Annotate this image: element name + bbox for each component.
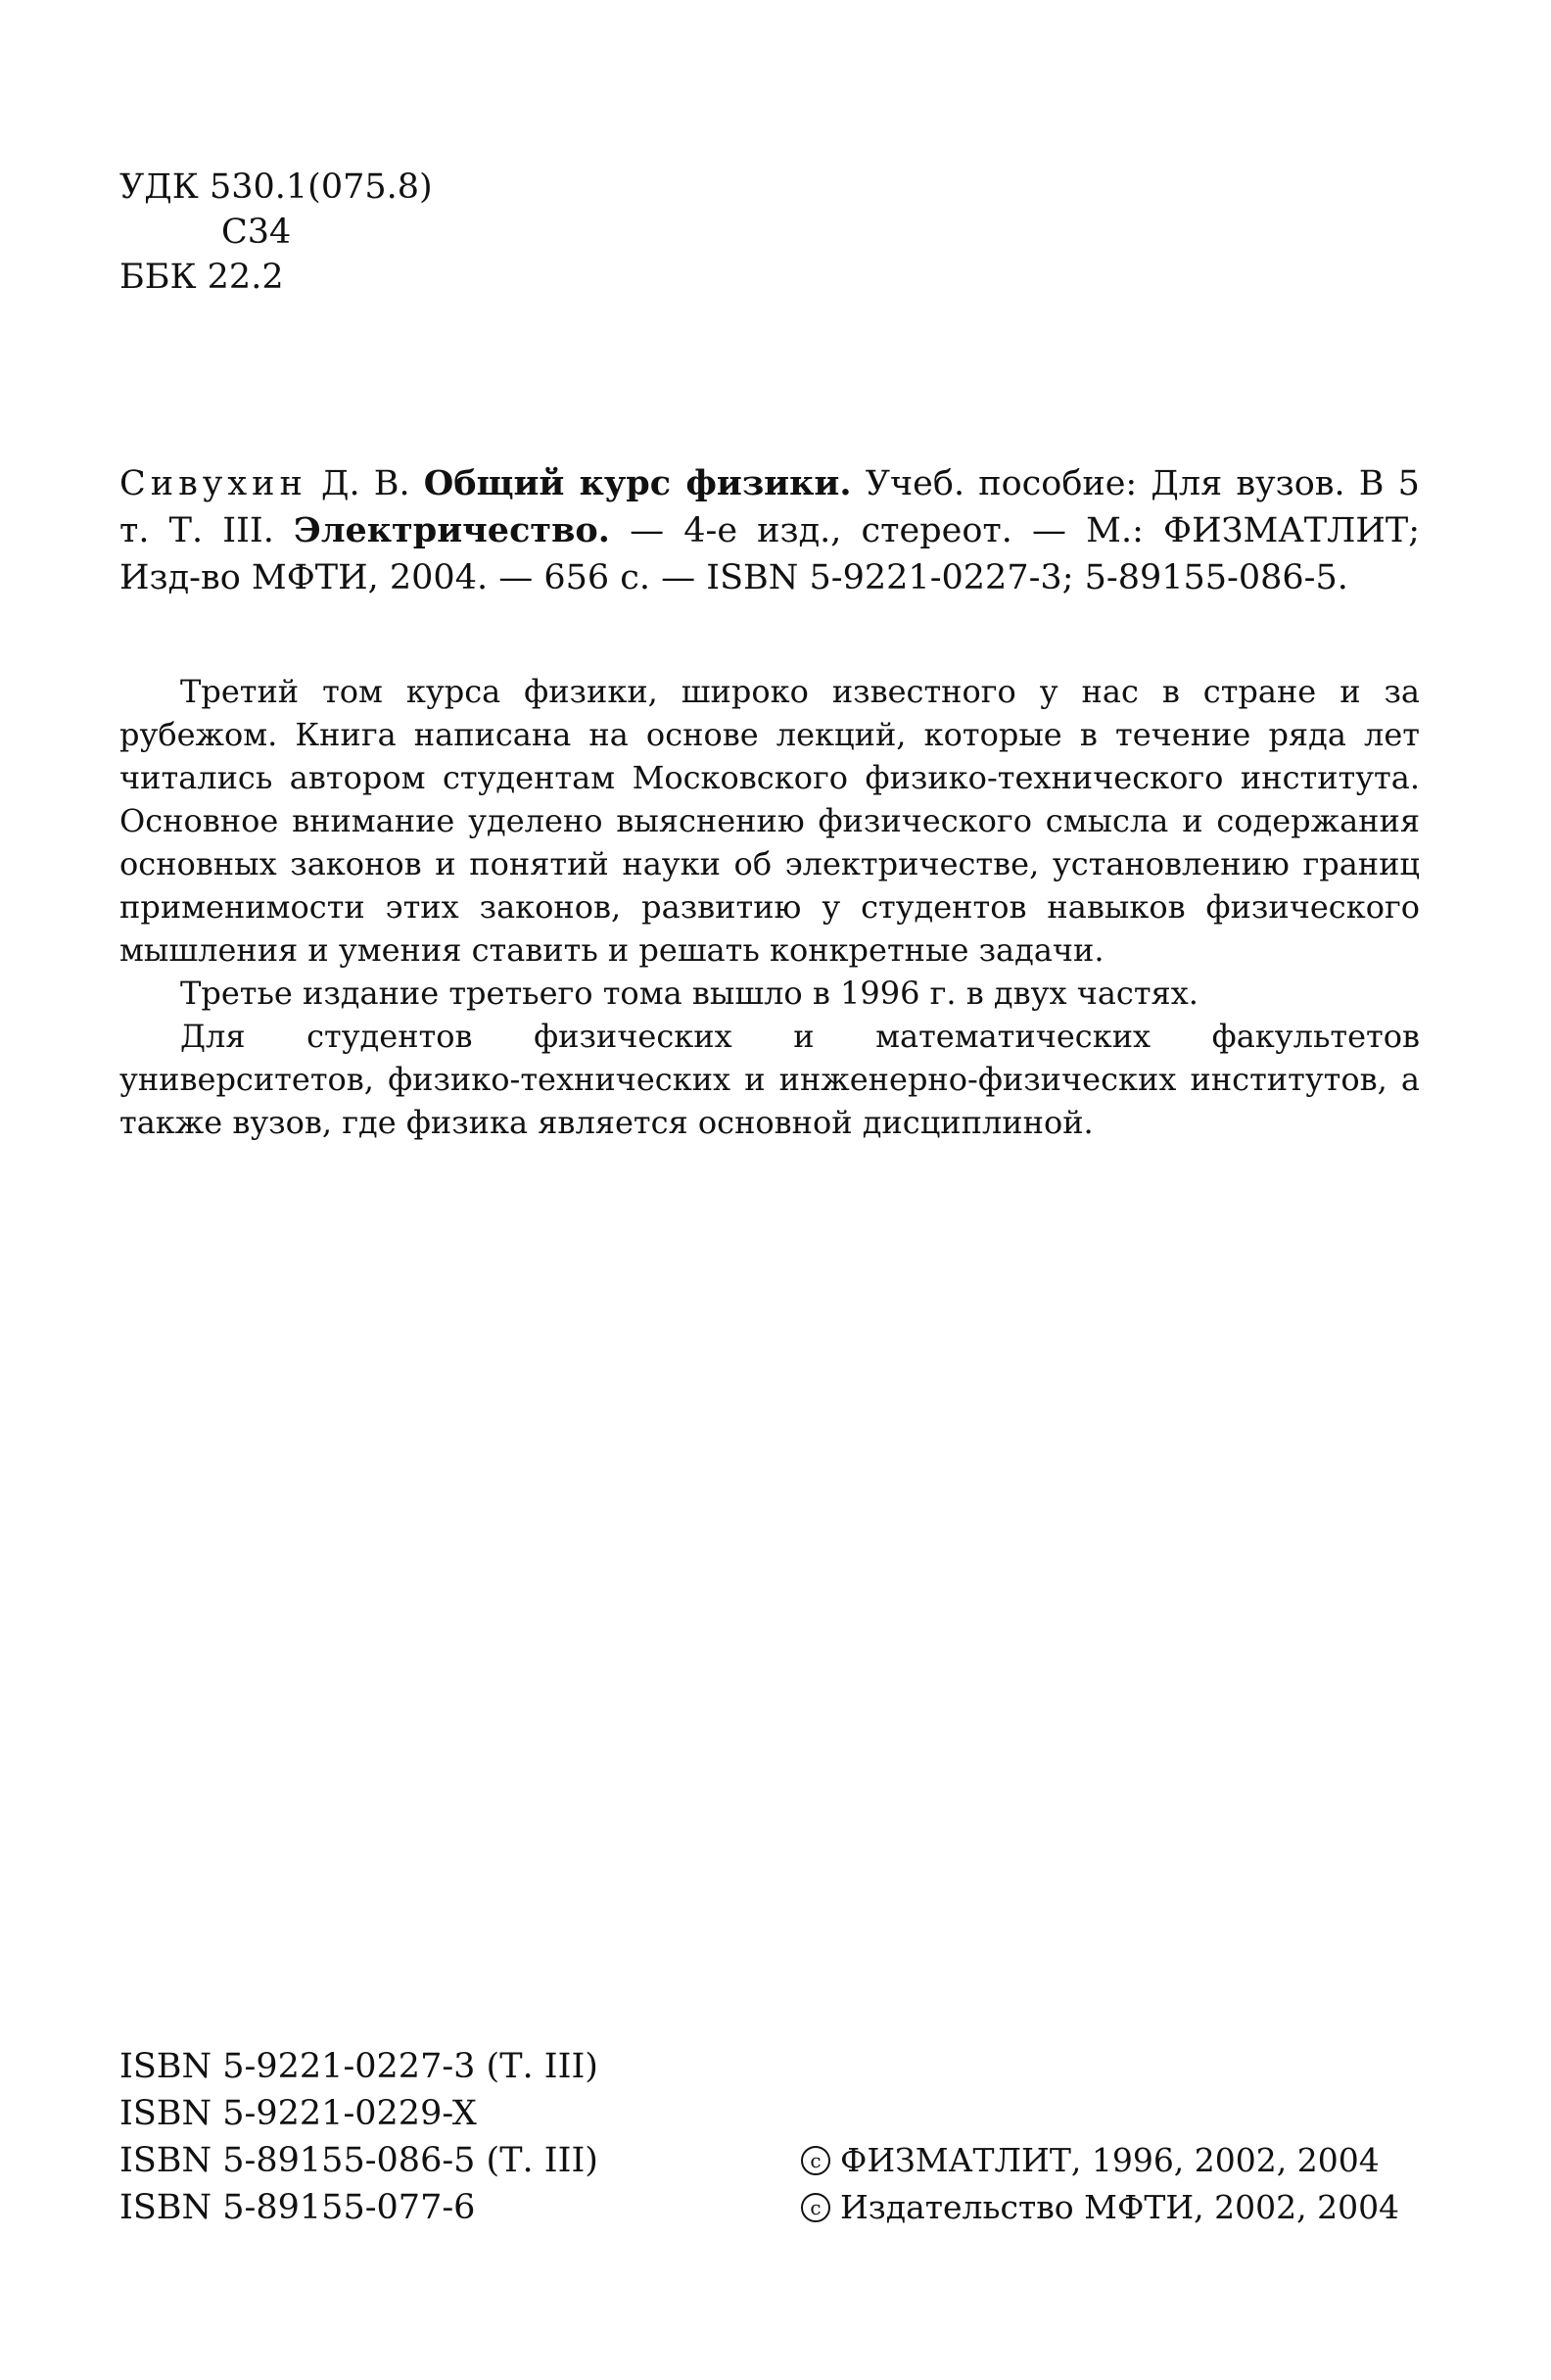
bbk-code: ББК 22.2 — [119, 258, 284, 297]
author-surname: Сивухин — [119, 464, 307, 503]
isbn-line: ISBN 5-9221-0227-3 (Т. III) — [119, 2047, 598, 2086]
author-mark: С34 — [221, 213, 292, 252]
author-initials: Д. В. — [320, 464, 410, 503]
copyright-icon: c — [801, 2146, 830, 2175]
copyright-icon: c — [801, 2193, 830, 2222]
isbn-line: ISBN 5-89155-086-5 (Т. III) — [119, 2141, 598, 2180]
copyright-text: Издательство МФТИ, 2002, 2004 — [840, 2188, 1400, 2226]
bibliographic-record — [119, 460, 1420, 601]
biblio-part-2: — 4-е изд., стереот. — М.: ФИЗМАТЛИТ; Изд-во МФТИ, 2004. — 656 с. — ISBN 5-9221-0227-3; 5-89155-086-5. — [119, 511, 1420, 597]
abstract — [119, 670, 1420, 1144]
abstract-paragraph: Третье издание третьего тома вышло в 1996 г. в двух частях. — [180, 975, 1198, 1012]
volume-title: Электричество. — [294, 510, 610, 550]
book-title: Общий курс физики. — [423, 463, 852, 503]
abstract-paragraph: Для студентов физических и математических факультетов университетов, физико-технических и инженерно-физических институтов, а также вузов, где физика является основной дисциплиной. — [119, 1018, 1420, 1141]
isbn-line: ISBN 5-89155-077-6 — [119, 2188, 476, 2227]
udk-code: УДК 530.1(075.8) — [119, 167, 433, 207]
copyright-line — [801, 2184, 1420, 2231]
biblio-part-1: Учеб. пособие: Для вузов. В 5 т. Т. III. — [119, 464, 1420, 550]
copyright-block — [801, 2137, 1420, 2231]
copyright-line — [801, 2137, 1420, 2184]
isbn-line: ISBN 5-9221-0229-X — [119, 2094, 477, 2133]
abstract-paragraph: Третий том курса физики, широко известного у нас в стране и за рубежом. Книга написана на основе лекций, которые в течение ряда лет читались автором студентам Московского физико-технического института. Основное внимание уделено выяснению физического смысла и содержания основных законов и понятий науки об электричестве, установлению границ применимости этих законов, развитию у студентов навыков физического мышления и умения ставить и решать конкретные задачи. — [119, 673, 1420, 969]
copyright-text: ФИЗМАТЛИТ, 1996, 2002, 2004 — [840, 2141, 1380, 2179]
classification-block — [119, 165, 433, 300]
isbn-list — [119, 2043, 598, 2231]
